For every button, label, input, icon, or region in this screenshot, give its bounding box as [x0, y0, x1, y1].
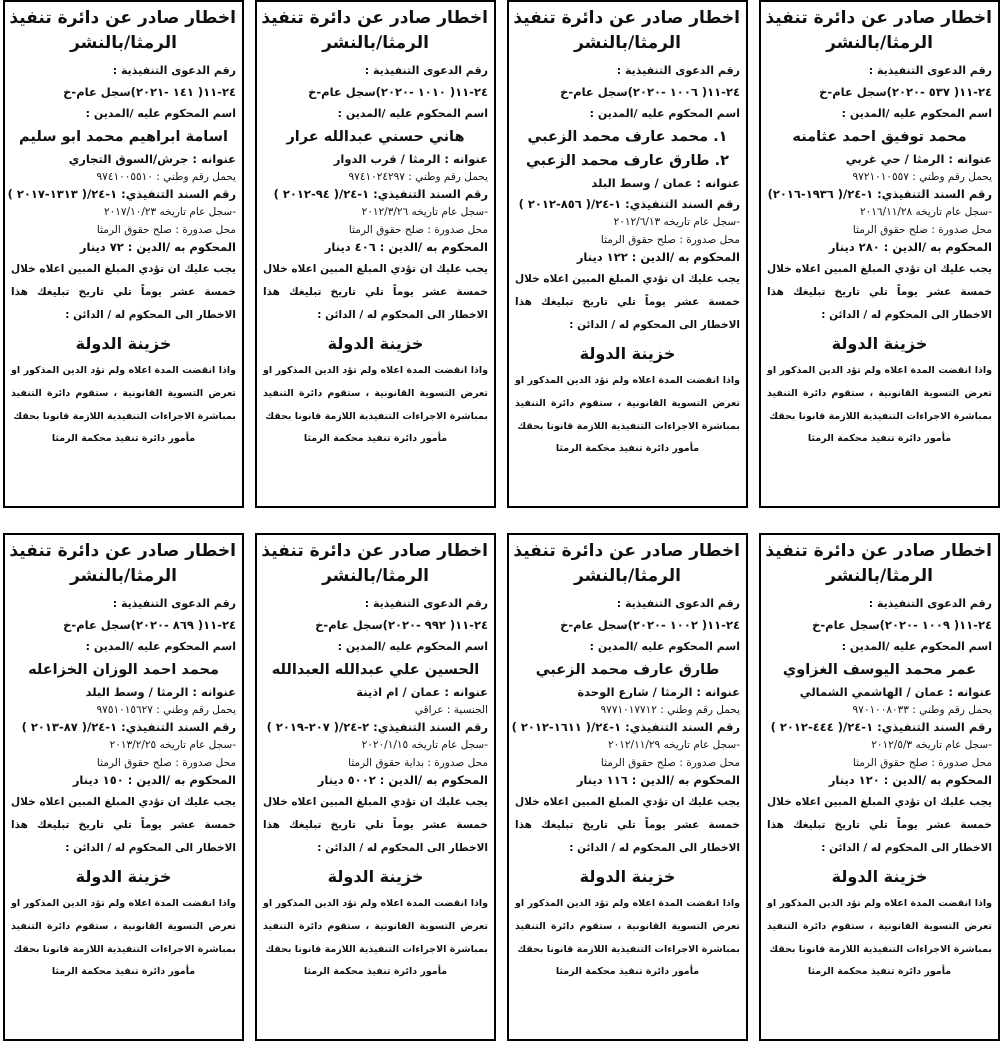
case-label: رقم الدعوى التنفيذية :: [868, 64, 992, 77]
deed-date: -سجل عام تاريخه ٢٠١٦/١١/٢٨: [859, 206, 992, 218]
notice-card: [255, 533, 496, 1041]
debtor-name: طارق عارف محمد الزعبي: [535, 662, 720, 678]
officer-signature: مأمور دائرة تنفيذ محكمة الرمثا: [51, 433, 196, 444]
payment-demand: يجب عليك ان تؤدي المبلغ المبين اعلاه خلال خمسة عشر يوماً تلي تاريخ تبليغك هذا الاخطار الى المحكوم له / الدائن :: [515, 796, 740, 854]
deed-number: رقم السند التنفيذي: ١-٢٤/( ٨٥٦-٢٠١٢ ): [518, 197, 740, 211]
notices-row-top: [0, 0, 1000, 508]
deed-date: -سجل عام تاريخه ٢٠١٢/٣/٢٦: [361, 206, 488, 218]
debtor-label: اسم المحكوم عليه /المدين :: [589, 640, 740, 653]
case-label: رقم الدعوى التنفيذية :: [868, 597, 992, 610]
debtor-name: ١. محمد عارف محمد الزعبي: [527, 129, 728, 145]
debtor-name: ٢. طارق عارف محمد الزعبي: [526, 153, 729, 169]
notice-card: [759, 533, 1000, 1041]
deed-date: -سجل عام تاريخه ٢٠١٢/٦/١٣: [613, 216, 740, 228]
deed-date: -سجل عام تاريخه ٢٠١٢/١١/٢٩: [607, 739, 740, 751]
deed-date: -سجل عام تاريخه ٢٠١٧/١٠/٢٣: [103, 206, 236, 218]
debtor-name: عمر محمد اليوسف الغزاوي: [782, 662, 977, 678]
notice-card: [3, 533, 244, 1041]
deed-number: رقم السند التنفيذي: ١-٢٤/( ١٣١٣-٢٠١٧ ): [7, 187, 236, 201]
deed-date: -سجل عام تاريخه ٢٠٢٠/١/١٥: [361, 739, 488, 751]
notice-heading: اخطار صادر عن دائرة تنفيذ: [9, 541, 236, 561]
debtor-label: اسم المحكوم عليه /المدين :: [589, 107, 740, 120]
debtor-label: اسم المحكوم عليه /المدين :: [337, 640, 488, 653]
payment-demand: يجب عليك ان تؤدي المبلغ المبين اعلاه خلال خمسة عشر يوماً تلي تاريخ تبليغك هذا الاخطار الى المحكوم له / الدائن :: [11, 796, 236, 854]
enforcement-warning: واذا انقضت المدة اعلاه ولم تؤد الدين المذكور او تعرض التسوية القانونية ، ستقوم دائرة التنفيذ بمباشرة الاجراءات التنفيذية اللازمة قانونا بحقك: [263, 365, 488, 422]
payment-demand: يجب عليك ان تؤدي المبلغ المبين اعلاه خلال خمسة عشر يوماً تلي تاريخ تبليغك هذا الاخطار الى المحكوم له / الدائن :: [263, 796, 488, 854]
creditor-name: خزينة الدولة: [75, 334, 172, 353]
case-label: رقم الدعوى التنفيذية :: [616, 64, 740, 77]
deed-number: رقم السند التنفيذي: ٢-٢٤/( ٢٠٧-٢٠١٩ ): [266, 720, 488, 734]
enforcement-warning: واذا انقضت المدة اعلاه ولم تؤد الدين المذكور او تعرض التسوية القانونية ، ستقوم دائرة التنفيذ بمباشرة الاجراءات التنفيذية اللازمة قانونا بحقك: [515, 375, 740, 432]
notice-heading: اخطار صادر عن دائرة تنفيذ: [513, 8, 740, 28]
judgment-amount: المحكوم به /الدين : ٥٠٠٢ دينار: [317, 773, 488, 787]
debtor-name: هاني حسني عبدالله عرار: [286, 129, 465, 145]
issued-by: محل صدورة : بداية حقوق الرمثا: [348, 757, 488, 769]
notice-subheading: الرمثا/بالنشر: [322, 33, 429, 53]
judgment-amount: المحكوم به /الدين : ١٥٠ دينار: [72, 773, 236, 787]
enforcement-warning: واذا انقضت المدة اعلاه ولم تؤد الدين المذكور او تعرض التسوية القانونية ، ستقوم دائرة التنفيذ بمباشرة الاجراءات التنفيذية اللازمة قانونا بحقك: [515, 898, 740, 955]
judgment-amount: المحكوم به /الدين : ١٢٢ دينار: [576, 250, 740, 264]
judgment-amount: المحكوم به /الدين : ١١٦ دينار: [576, 773, 740, 787]
case-label: رقم الدعوى التنفيذية :: [364, 597, 488, 610]
case-number: ٢٤-١١( ٨٦٩ -٢٠٢٠)سجل عام-خ: [63, 618, 236, 632]
debtor-address: عنوانه : الرمثا / وسط البلد: [85, 685, 236, 699]
enforcement-warning: واذا انقضت المدة اعلاه ولم تؤد الدين المذكور او تعرض التسوية القانونية ، ستقوم دائرة التنفيذ بمباشرة الاجراءات التنفيذية اللازمة قانونا بحقك: [11, 898, 236, 955]
case-number: ٢٤-١١( ١٤١ -٢٠٢١)سجل عام-خ: [63, 85, 236, 99]
case-label: رقم الدعوى التنفيذية :: [616, 597, 740, 610]
national-id: يحمل رقم وطني : ٩٧٤١٠٢٤٢٩٧: [348, 171, 488, 183]
payment-demand: يجب عليك ان تؤدي المبلغ المبين اعلاه خلال خمسة عشر يوماً تلي تاريخ تبليغك هذا الاخطار الى المحكوم له / الدائن :: [515, 273, 740, 331]
issued-by: محل صدورة : صلح حقوق الرمثا: [348, 224, 488, 236]
officer-signature: مأمور دائرة تنفيذ محكمة الرمثا: [807, 966, 952, 977]
notice-card: [759, 0, 1000, 508]
judgment-amount: المحكوم به /الدين : ٢٨٠ دينار: [828, 240, 992, 254]
national-id: يحمل رقم وطني : ٩٧٠١٠٠٨٠٣٣: [852, 704, 992, 716]
deed-date: -سجل عام تاريخه ٢٠١٣/٢/٢٥: [109, 739, 236, 751]
case-number: ٢٤-١١( ١٠٠٩ -٢٠٢٠)سجل عام-خ: [812, 618, 992, 632]
creditor-name: خزينة الدولة: [831, 334, 928, 353]
debtor-address: عنوانه : عمان / الهاشمي الشمالي: [799, 685, 992, 699]
payment-demand: يجب عليك ان تؤدي المبلغ المبين اعلاه خلال خمسة عشر يوماً تلي تاريخ تبليغك هذا الاخطار الى المحكوم له / الدائن :: [767, 796, 992, 854]
deed-number: رقم السند التنفيذي: ١-٢٤/( ٨٧-٢٠١٣ ): [21, 720, 236, 734]
enforcement-warning: واذا انقضت المدة اعلاه ولم تؤد الدين المذكور او تعرض التسوية القانونية ، ستقوم دائرة التنفيذ بمباشرة الاجراءات التنفيذية اللازمة قانونا بحقك: [11, 365, 236, 422]
issued-by: محل صدورة : صلح حقوق الرمثا: [96, 757, 236, 769]
officer-signature: مأمور دائرة تنفيذ محكمة الرمثا: [303, 966, 448, 977]
judgment-amount: المحكوم به /الدين : ٧٢ دينار: [79, 240, 236, 254]
debtor-label: اسم المحكوم عليه /المدين :: [841, 107, 992, 120]
debtor-label: اسم المحكوم عليه /المدين :: [841, 640, 992, 653]
notices-row-bottom: [0, 533, 1000, 1041]
payment-demand: يجب عليك ان تؤدي المبلغ المبين اعلاه خلال خمسة عشر يوماً تلي تاريخ تبليغك هذا الاخطار الى المحكوم له / الدائن :: [263, 263, 488, 321]
notice-heading: اخطار صادر عن دائرة تنفيذ: [765, 541, 992, 561]
enforcement-warning: واذا انقضت المدة اعلاه ولم تؤد الدين المذكور او تعرض التسوية القانونية ، ستقوم دائرة التنفيذ بمباشرة الاجراءات التنفيذية اللازمة قانونا بحقك: [767, 365, 992, 422]
deed-number: رقم السند التنفيذي: ١-٢٤/( ٩٤-٢٠١٢ ): [273, 187, 488, 201]
national-id: يحمل رقم وطني : ٩٧٤١٠٠٥٥١٠: [96, 171, 236, 183]
case-label: رقم الدعوى التنفيذية :: [112, 64, 236, 77]
notice-card: [507, 0, 748, 508]
debtor-name: اسامة ابراهيم محمد ابو سليم: [19, 129, 228, 145]
nationality: الجنسية : عراقي: [414, 704, 488, 716]
notice-subheading: الرمثا/بالنشر: [574, 33, 681, 53]
deed-number: رقم السند التنفيذي: ١-٢٤/( ١٦١١-٢٠١٢ ): [511, 720, 740, 734]
enforcement-warning: واذا انقضت المدة اعلاه ولم تؤد الدين المذكور او تعرض التسوية القانونية ، ستقوم دائرة التنفيذ بمباشرة الاجراءات التنفيذية اللازمة قانونا بحقك: [767, 898, 992, 955]
notice-card: [507, 533, 748, 1041]
case-number: ٢٤-١١( ١٠٠٢ -٢٠٢٠)سجل عام-خ: [560, 618, 740, 632]
creditor-name: خزينة الدولة: [327, 334, 424, 353]
notice-heading: اخطار صادر عن دائرة تنفيذ: [765, 8, 992, 28]
notice-card: [255, 0, 496, 508]
officer-signature: مأمور دائرة تنفيذ محكمة الرمثا: [51, 966, 196, 977]
case-number: ٢٤-١١( ٩٩٢ -٢٠٢٠)سجل عام-خ: [315, 618, 488, 632]
enforcement-warning: واذا انقضت المدة اعلاه ولم تؤد الدين المذكور او تعرض التسوية القانونية ، ستقوم دائرة التنفيذ بمباشرة الاجراءات التنفيذية اللازمة قانونا بحقك: [263, 898, 488, 955]
debtor-address: عنوانه : الرمثا / شارع الوحدة: [577, 685, 740, 699]
notice-card: [3, 0, 244, 508]
issued-by: محل صدورة : صلح حقوق الرمثا: [600, 757, 740, 769]
national-id: يحمل رقم وطني : ٩٧٥١٠١٥٦٢٧: [96, 704, 236, 716]
issued-by: محل صدورة : صلح حقوق الرمثا: [96, 224, 236, 236]
debtor-address: عنوانه : الرمثا / حي غربي: [845, 152, 992, 166]
officer-signature: مأمور دائرة تنفيذ محكمة الرمثا: [555, 966, 700, 977]
debtor-address: عنوانه : عمان / وسط البلد: [591, 176, 740, 190]
debtor-name: محمد توفيق احمد عثامنه: [792, 129, 967, 145]
debtor-label: اسم المحكوم عليه /المدين :: [337, 107, 488, 120]
debtor-label: اسم المحكوم عليه /المدين :: [85, 107, 236, 120]
notice-subheading: الرمثا/بالنشر: [70, 566, 177, 586]
deed-date: -سجل عام تاريخه ٢٠١٢/٥/٣: [871, 739, 992, 751]
debtor-label: اسم المحكوم عليه /المدين :: [85, 640, 236, 653]
issued-by: محل صدورة : صلح حقوق الرمثا: [600, 234, 740, 246]
notice-subheading: الرمثا/بالنشر: [826, 33, 933, 53]
judgment-amount: المحكوم به /الدين : ١٢٠ دينار: [828, 773, 992, 787]
notice-heading: اخطار صادر عن دائرة تنفيذ: [261, 541, 488, 561]
notice-heading: اخطار صادر عن دائرة تنفيذ: [261, 8, 488, 28]
debtor-address: عنوانه : عمان / ام اذينة: [356, 685, 488, 699]
deed-number: رقم السند التنفيذي: ١-٢٤/( ٤٤٤-٢٠١٢ ): [770, 720, 992, 734]
notice-heading: اخطار صادر عن دائرة تنفيذ: [9, 8, 236, 28]
notice-subheading: الرمثا/بالنشر: [826, 566, 933, 586]
case-number: ٢٤-١١( ١٠٠٦ -٢٠٢٠)سجل عام-خ: [560, 85, 740, 99]
issued-by: محل صدورة : صلح حقوق الرمثا: [852, 224, 992, 236]
debtor-name: الحسين علي عبدالله العبدالله: [271, 662, 480, 678]
debtor-address: عنوانه : جرش/السوق التجاري: [68, 152, 236, 166]
debtor-address: عنوانه : الرمثا / قرب الدوار: [333, 152, 488, 166]
national-id: يحمل رقم وطني : ٩٧٧١٠١٧٧١٢: [600, 704, 740, 716]
officer-signature: مأمور دائرة تنفيذ محكمة الرمثا: [807, 433, 952, 444]
case-number: ٢٤-١١( ٥٣٧ -٢٠٢٠)سجل عام-خ: [819, 85, 992, 99]
creditor-name: خزينة الدولة: [579, 867, 676, 886]
creditor-name: خزينة الدولة: [327, 867, 424, 886]
issued-by: محل صدورة : صلح حقوق الرمثا: [852, 757, 992, 769]
creditor-name: خزينة الدولة: [579, 344, 676, 363]
officer-signature: مأمور دائرة تنفيذ محكمة الرمثا: [303, 433, 448, 444]
case-label: رقم الدعوى التنفيذية :: [364, 64, 488, 77]
notice-subheading: الرمثا/بالنشر: [70, 33, 177, 53]
case-label: رقم الدعوى التنفيذية :: [112, 597, 236, 610]
case-number: ٢٤-١١( ١٠١٠ -٢٠٢٠)سجل عام-خ: [308, 85, 488, 99]
debtor-name: محمد احمد الوزان الخزاعله: [28, 662, 219, 678]
notice-heading: اخطار صادر عن دائرة تنفيذ: [513, 541, 740, 561]
payment-demand: يجب عليك ان تؤدي المبلغ المبين اعلاه خلال خمسة عشر يوماً تلي تاريخ تبليغك هذا الاخطار الى المحكوم له / الدائن :: [11, 263, 236, 321]
payment-demand: يجب عليك ان تؤدي المبلغ المبين اعلاه خلال خمسة عشر يوماً تلي تاريخ تبليغك هذا الاخطار الى المحكوم له / الدائن :: [767, 263, 992, 321]
deed-number: رقم السند التنفيذي: ١-٢٤/( ١٩٣٦-٢٠١٦): [767, 187, 992, 201]
national-id: يحمل رقم وطني : ٩٧٢١٠١٠٥٥٧: [852, 171, 992, 183]
judgment-amount: المحكوم به /الدين : ٤٠٦ دينار: [324, 240, 488, 254]
notice-subheading: الرمثا/بالنشر: [574, 566, 681, 586]
notice-subheading: الرمثا/بالنشر: [322, 566, 429, 586]
creditor-name: خزينة الدولة: [75, 867, 172, 886]
officer-signature: مأمور دائرة تنفيذ محكمة الرمثا: [555, 443, 700, 454]
creditor-name: خزينة الدولة: [831, 867, 928, 886]
